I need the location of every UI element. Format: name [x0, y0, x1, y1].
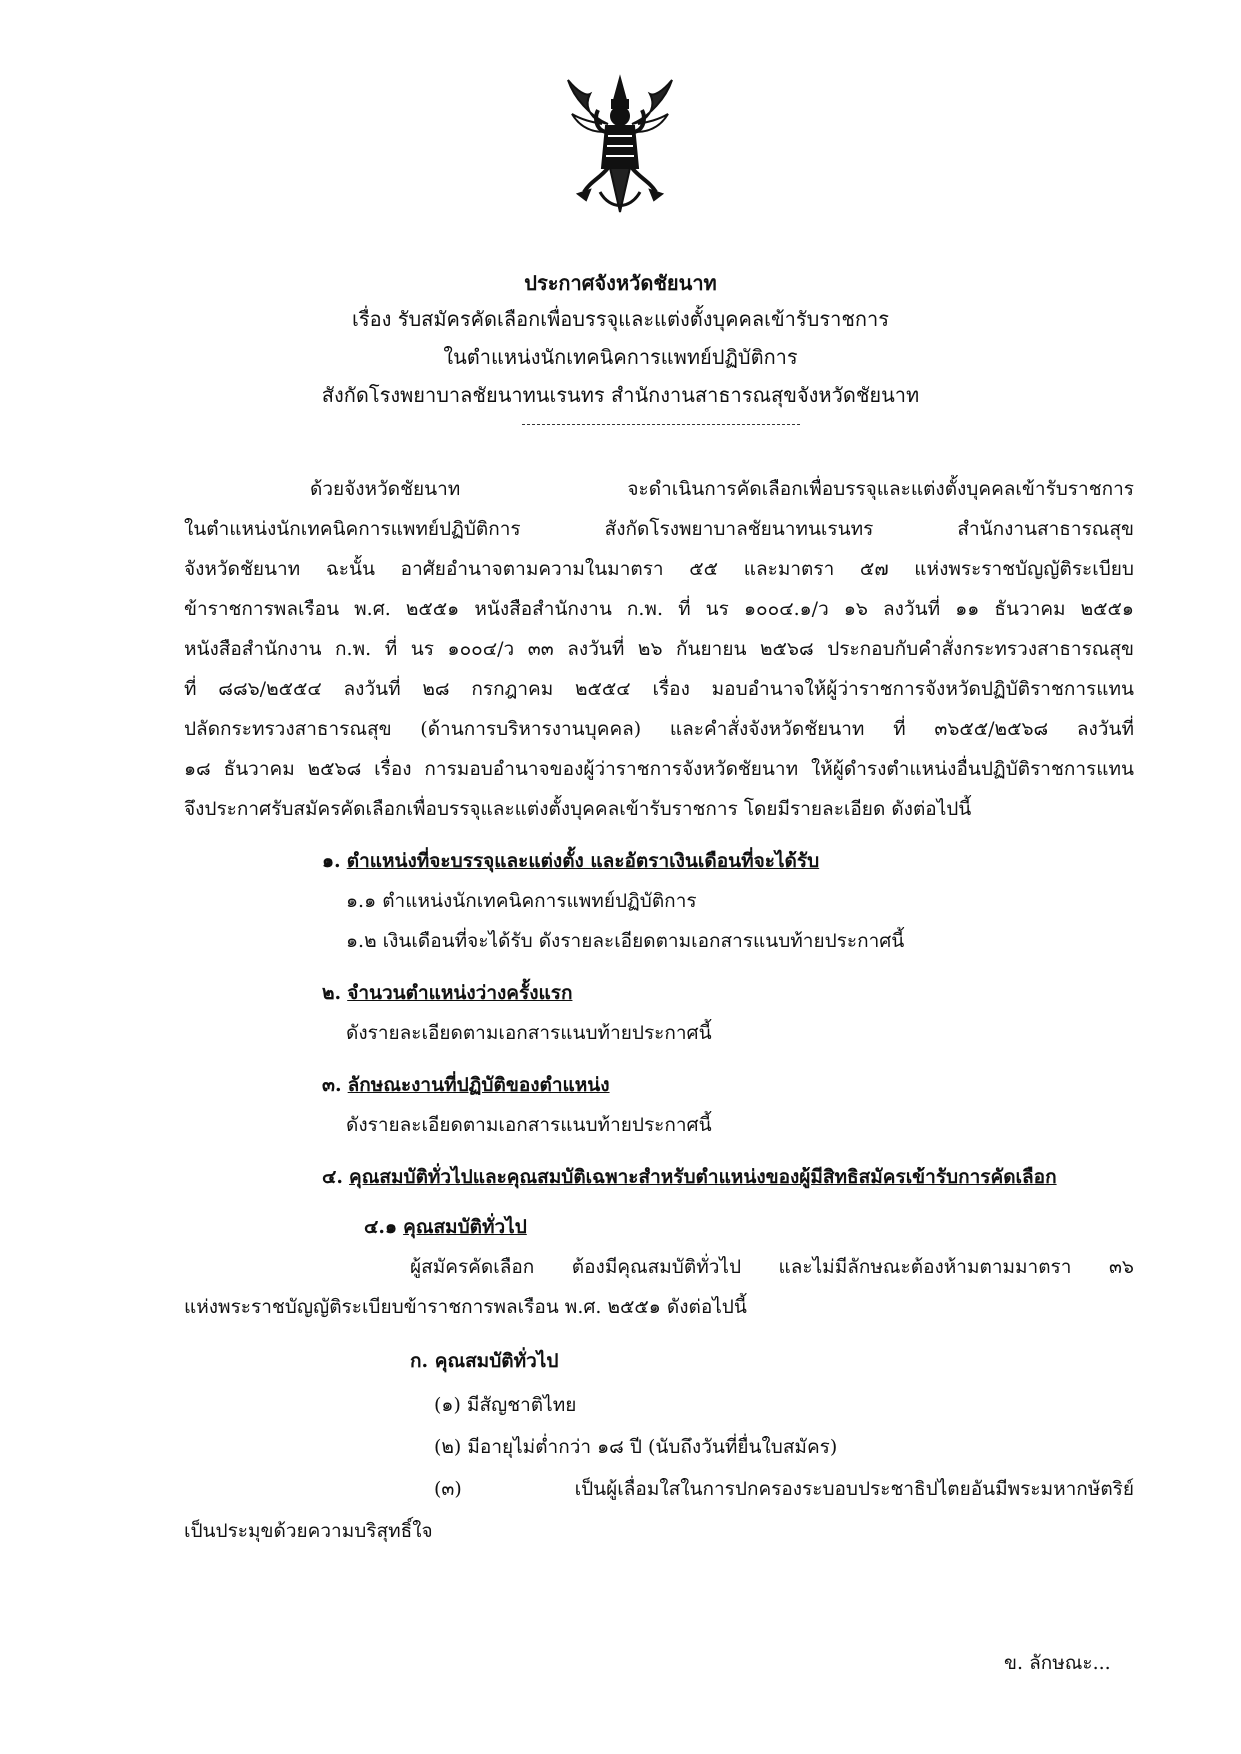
intro-line: ในตำแหน่งนักเทคนิคการแพทย์ปฏิบัติการ สังกัดโรงพยาบาลชัยนาทนเรนทร สำนักงานสาธารณสุข	[184, 518, 1134, 540]
announcement-position: ในตำแหน่งนักเทคนิคการแพทย์ปฏิบัติการ	[443, 345, 798, 369]
qualification-item: (๒) มีอายุไม่ต่ำกว่า ๑๘ ปี (นับถึงวันที่ยื่นใบสมัคร)	[434, 1436, 838, 1458]
section-4-heading	[322, 1162, 1057, 1192]
section-1-item: ๑.๑ ตำแหน่งนักเทคนิคการแพทย์ปฏิบัติการ	[346, 890, 697, 912]
intro-line: จังหวัดชัยนาท ฉะนั้น อาศัยอำนาจตามความในมาตรา ๕๕ และมาตรา ๕๗ แห่งพระราชบัญญัติระเบียบ	[184, 558, 1134, 580]
section-heading-text: ตำแหน่งที่จะบรรจุและแต่งตั้ง และอัตราเงินเดือนที่จะได้รับ	[346, 850, 820, 872]
intro-line: ปลัดกระทรวงสาธารณสุข (ด้านการบริหารงานบุคคล) และคำสั่งจังหวัดชัยนาท ที่ ๓๖๕๕/๒๕๖๘ ลงวันที่	[184, 718, 1134, 740]
intro-line: หนังสือสำนักงาน ก.พ. ที่ นร ๑๐๐๔/ว ๓๓ ลงวันที่ ๒๖ กันยายน ๒๕๖๘ ประกอบกับคำสั่งกระทรวงสาธารณสุข	[184, 638, 1134, 660]
announcement-subject: เรื่อง รับสมัครคัดเลือกเพื่อบรรจุและแต่งตั้งบุคคลเข้ารับราชการ	[352, 307, 889, 331]
announcement-title: ประกาศจังหวัดชัยนาท	[524, 271, 717, 295]
section-number: ๓.	[322, 1074, 342, 1096]
subsection-heading-text: คุณสมบัติทั่วไป	[403, 1216, 527, 1238]
qualification-item: (๓) เป็นผู้เลื่อมใสในการปกครองระบอบประชาธิปไตยอันมีพระมหากษัตริย์	[434, 1478, 1134, 1500]
page-continuation-note: ข. ลักษณะ...	[1004, 1652, 1111, 1674]
intro-line: ด้วยจังหวัดชัยนาท จะดำเนินการคัดเลือกเพื่อบรรจุและแต่งตั้งบุคคลเข้ารับราชการ	[310, 478, 1134, 500]
section-number: ๔.	[322, 1166, 343, 1188]
qualification-item-continued: เป็นประมุขด้วยความบริสุทธิ์ใจ	[184, 1520, 433, 1542]
section-4-1-body: แห่งพระราชบัญญัติระเบียบข้าราชการพลเรือน พ.ศ. ๒๕๕๑ ดังต่อไปนี้	[184, 1296, 747, 1318]
section-number: ๒.	[322, 982, 342, 1004]
section-4-1-body: ผู้สมัครคัดเลือก ต้องมีคุณสมบัติทั่วไป และไม่มีลักษณะต้องห้ามตามมาตรา ๓๖	[410, 1256, 1134, 1278]
section-4-1-heading	[364, 1212, 527, 1242]
section-heading-text: ลักษณะงานที่ปฏิบัติของตำแหน่ง	[347, 1074, 610, 1096]
section-number: ๑.	[322, 850, 341, 872]
intro-line: จึงประกาศรับสมัครคัดเลือกเพื่อบรรจุและแต่งตั้งบุคคลเข้ารับราชการ โดยมีรายละเอียด ดังต่อไปนี้	[184, 798, 972, 820]
qualification-item: (๑) มีสัญชาติไทย	[434, 1394, 577, 1416]
section-heading-text: จำนวนตำแหน่งว่างครั้งแรก	[347, 982, 573, 1004]
subsection-number: ๔.๑	[364, 1216, 398, 1238]
announcement-agency: สังกัดโรงพยาบาลชัยนาทนเรนทร สำนักงานสาธารณสุขจังหวัดชัยนาท	[321, 383, 920, 407]
intro-line: ที่ ๘๘๖/๒๕๕๔ ลงวันที่ ๒๘ กรกฎาคม ๒๕๕๔ เรื่อง มอบอำนาจให้ผู้ว่าราชการจังหวัดปฏิบัติราชการแทน	[184, 678, 1134, 700]
header-separator	[522, 424, 800, 425]
section-3-body: ดังรายละเอียดตามเอกสารแนบท้ายประกาศนี้	[346, 1114, 712, 1136]
section-3-heading	[322, 1070, 610, 1100]
section-heading-text: คุณสมบัติทั่วไปและคุณสมบัติเฉพาะสำหรับตำแหน่งของผู้มีสิทธิสมัครเข้ารับการคัดเลือก	[349, 1166, 1057, 1188]
qualification-ka-heading: ก. คุณสมบัติทั่วไป	[410, 1350, 559, 1372]
section-2-heading	[322, 978, 572, 1008]
intro-line: ข้าราชการพลเรือน พ.ศ. ๒๕๕๑ หนังสือสำนักงาน ก.พ. ที่ นร ๑๐๐๔.๑/ว ๑๖ ลงวันที่ ๑๑ ธันวาคม ๒๕๕๑	[184, 598, 1134, 620]
section-2-body: ดังรายละเอียดตามเอกสารแนบท้ายประกาศนี้	[346, 1022, 712, 1044]
section-1-item: ๑.๒ เงินเดือนที่จะได้รับ ดังรายละเอียดตามเอกสารแนบท้ายประกาศนี้	[346, 930, 905, 952]
intro-line: ๑๘ ธันวาคม ๒๕๖๘ เรื่อง การมอบอำนาจของผู้ว่าราชการจังหวัดชัยนาท ให้ผู้ดำรงตำแหน่งอื่นปฏิบัติราชการแทน	[184, 758, 1134, 780]
section-1-heading	[322, 846, 819, 876]
garuda-emblem-icon	[560, 72, 680, 222]
